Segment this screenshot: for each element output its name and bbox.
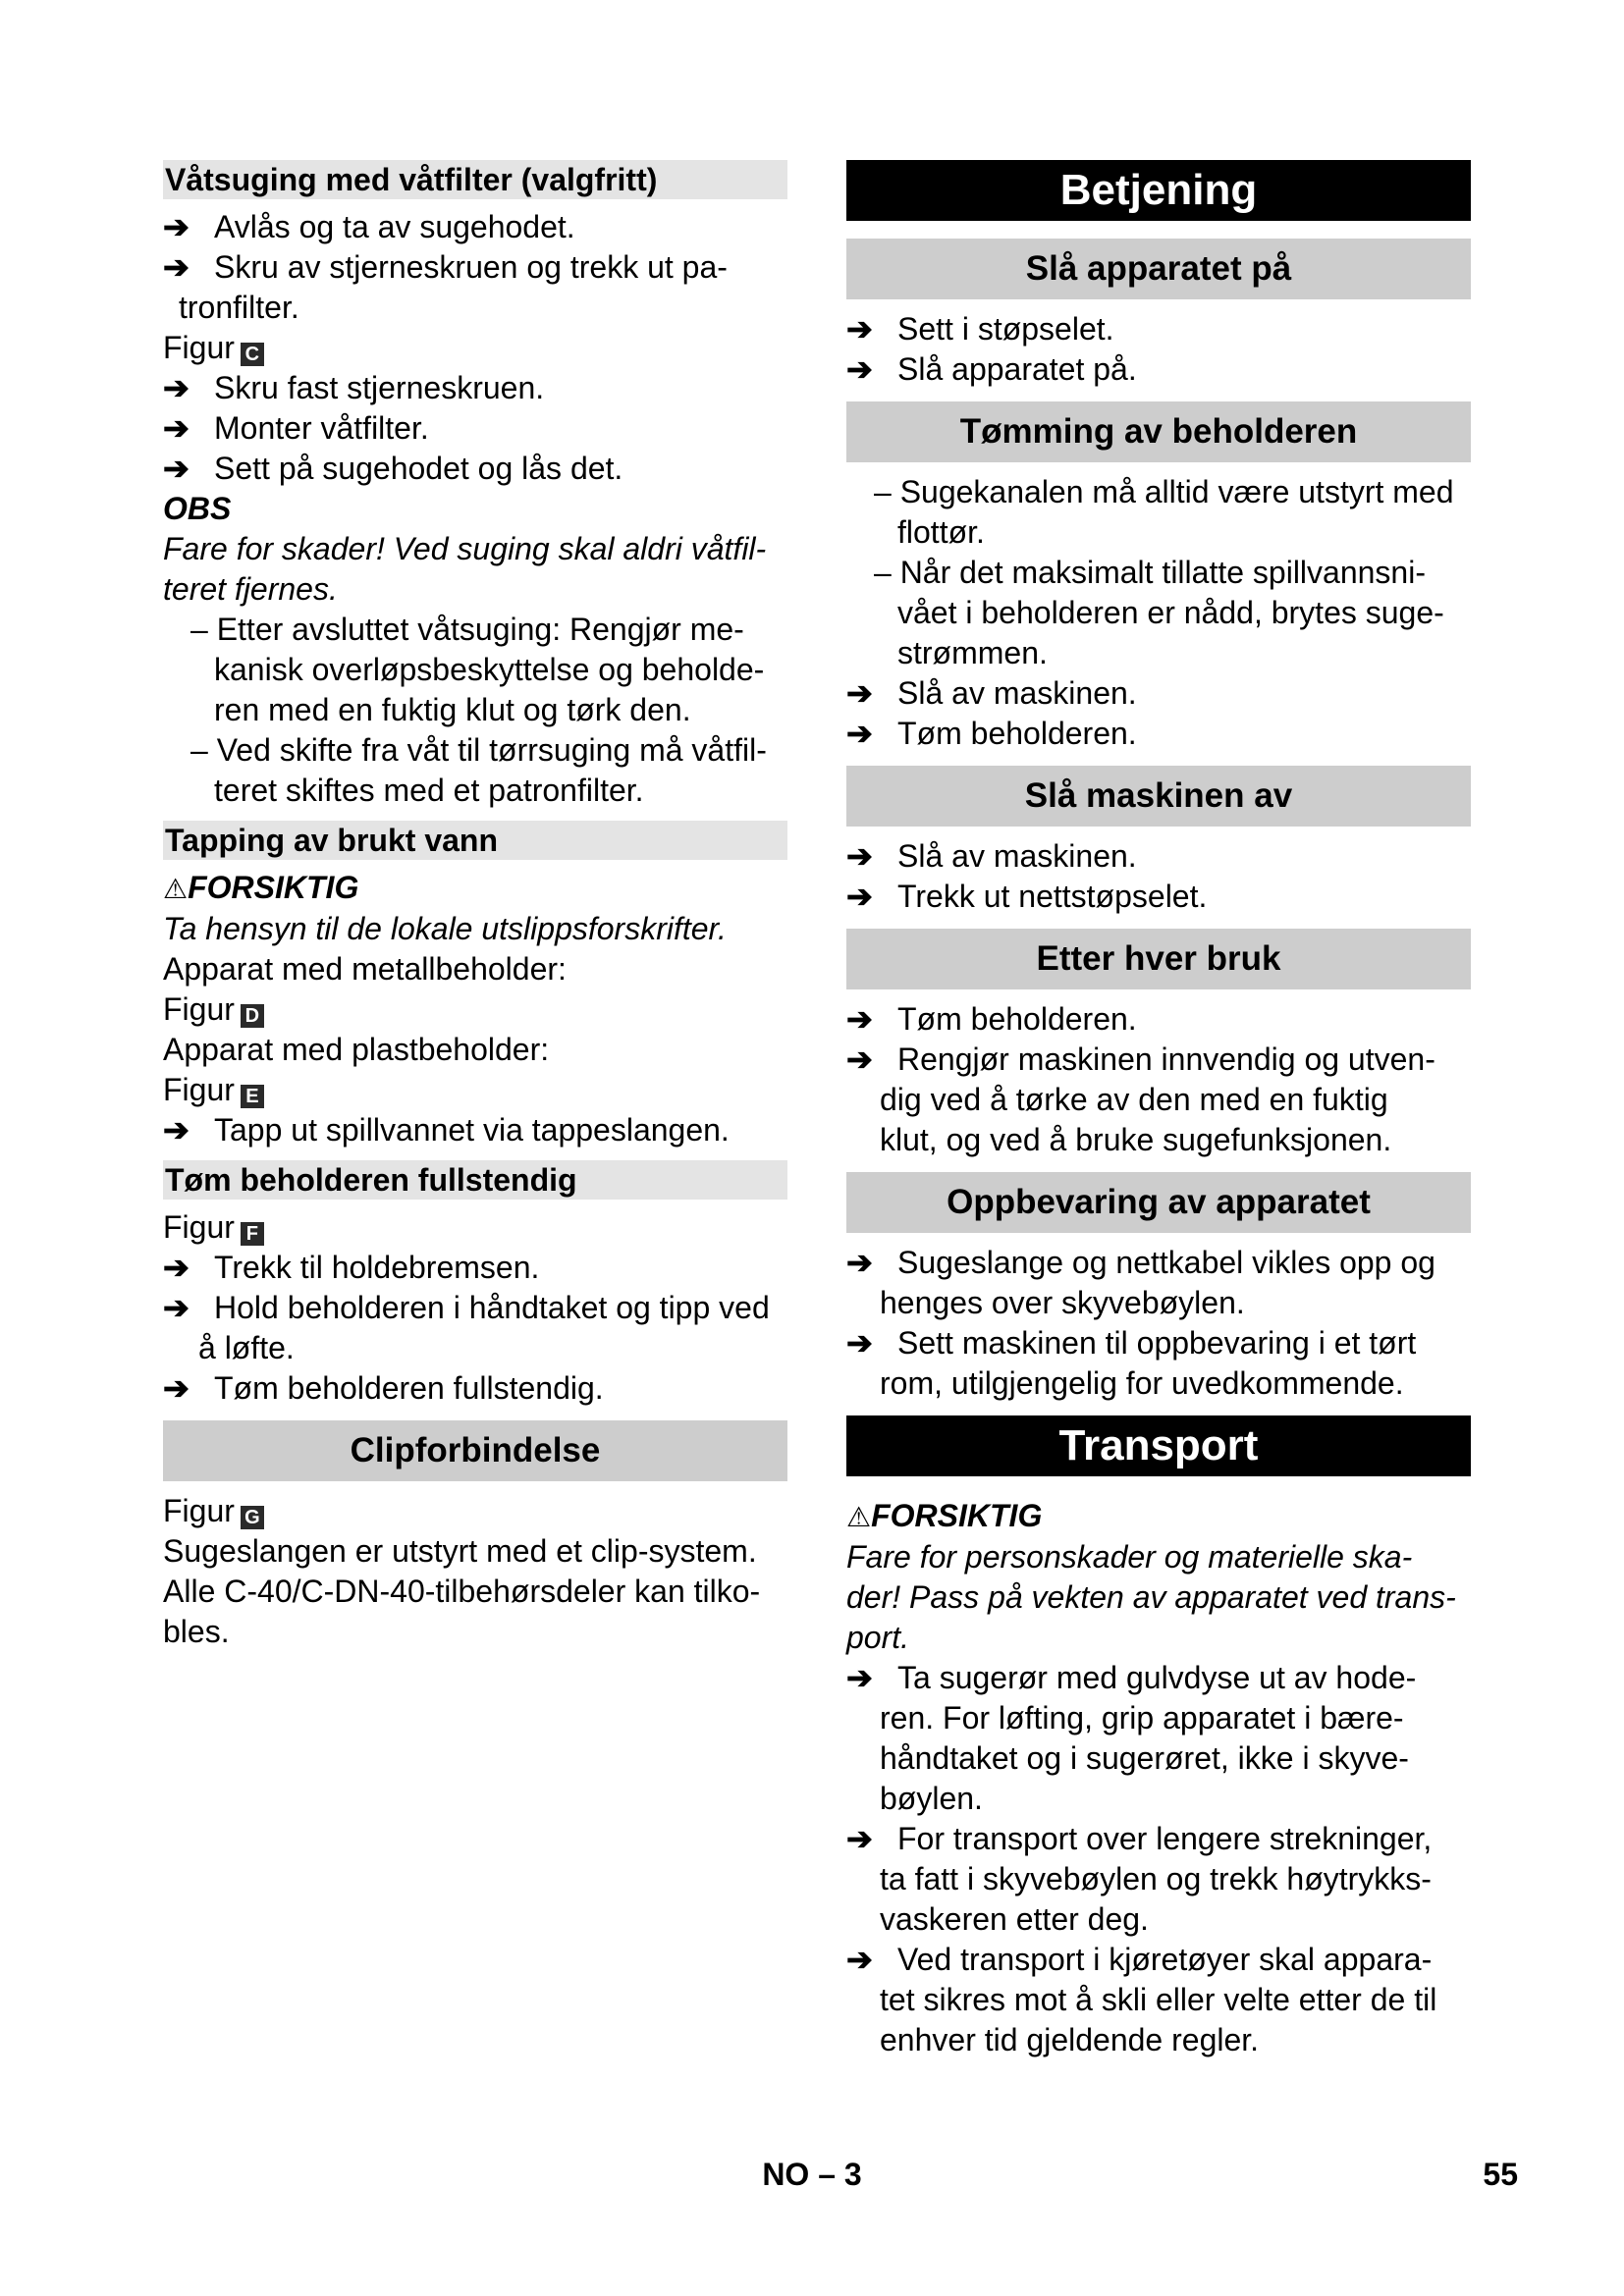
warning-icon: ⚠ — [163, 874, 189, 904]
figure-reference: Figur D — [163, 989, 787, 1030]
list-item: – Når det maksimalt tillatte spillvannsni- vået i beholderen er nådd, brytes suge- strømmen. — [874, 555, 1444, 670]
paragraph: Sugeslangen er utstyrt med et clip-system. — [163, 1533, 757, 1569]
arrow-icon: ➔ — [846, 1821, 873, 1856]
section-heading-emptying: Tømming av beholderen — [846, 401, 1471, 462]
list-item: ➔ Slå apparatet på. — [846, 349, 1471, 390]
list-item: ➔ Sett maskinen til oppbevaring i et tørt rom, utilgjengelig for uvedkommende. — [846, 1325, 1417, 1401]
list-item: ➔ Monter våtfilter. — [163, 408, 787, 449]
paragraph: Apparat med plastbeholder: — [163, 1032, 550, 1067]
section-heading-empty-container: Tøm beholderen fullstendig — [163, 1160, 787, 1200]
chapter-heading-transport: Transport — [846, 1415, 1471, 1476]
list-item: ➔ Skru fast stjerneskruen. — [163, 368, 787, 408]
arrow-icon: ➔ — [846, 351, 873, 387]
section-heading-drain: Tapping av brukt vann — [163, 821, 787, 860]
arrow-icon: ➔ — [846, 1041, 873, 1077]
list-item: ➔ Slå av maskinen. — [846, 836, 1471, 877]
list-item: ➔ Trekk til holdebremsen. — [163, 1248, 787, 1288]
caution-text: Ta hensyn til de lokale utslippsforskrifter. — [163, 911, 727, 946]
figure-c-icon: C — [241, 343, 264, 366]
list-item: ➔ Avlås og ta av sugehodet. — [163, 207, 787, 247]
list-item: ➔ Tøm beholderen. — [846, 714, 1471, 754]
arrow-icon: ➔ — [163, 249, 189, 285]
paragraph: Alle C-40/C-DN-40-tilbehørsdeler kan tilko- bles. — [163, 1574, 761, 1649]
section-heading-after-use: Etter hver bruk — [846, 929, 1471, 989]
list-item: ➔ Tøm beholderen. — [846, 999, 1471, 1040]
figure-reference: Figur F — [163, 1207, 787, 1248]
figure-g-icon: G — [241, 1506, 264, 1529]
arrow-icon: ➔ — [846, 311, 873, 347]
list-item: ➔ Trekk ut nettstøpselet. — [846, 877, 1471, 917]
arrow-icon: ➔ — [846, 675, 873, 711]
list-item: – Sugekanalen må alltid være utstyrt med flottør. — [874, 474, 1454, 550]
figure-reference: Figur E — [163, 1070, 787, 1110]
caution-label: ⚠FORSIKTIG — [846, 1498, 1043, 1533]
warning-icon: ⚠ — [846, 1502, 872, 1532]
figure-reference: Figur G — [163, 1491, 787, 1531]
arrow-icon: ➔ — [846, 1245, 873, 1280]
list-item: ➔ Sett på sugehodet og lås det. — [163, 449, 787, 489]
list-item: ➔ Hold beholderen i håndtaket og tipp ved å løfte. — [163, 1290, 770, 1365]
arrow-icon: ➔ — [846, 716, 873, 751]
list-item: – Etter avsluttet våtsuging: Rengjør me- kanisk overløpsbeskyttelse og beholde- ren med en fuktig klut og tørk den. — [190, 612, 765, 727]
section-heading-wet-vacuuming: Våtsuging med våtfilter (valgfritt) — [163, 160, 787, 199]
list-item: ➔ Ta sugerør med gulvdyse ut av hode- ren. For løfting, grip apparatet i bære- håndtaket og i sugerøret, ikke i skyve- bøylen. — [846, 1660, 1417, 1816]
list-item: ➔ Tapp ut spillvannet via tappeslangen. — [163, 1110, 787, 1150]
list-item: ➔ For transport over lengere strekninger, ta fatt i skyvebøylen og trekk høytrykks- vaskeren etter deg. — [846, 1821, 1433, 1937]
left-column — [163, 160, 787, 1652]
figure-e-icon: E — [241, 1085, 264, 1108]
arrow-icon: ➔ — [846, 838, 873, 874]
arrow-icon: ➔ — [846, 1325, 873, 1361]
arrow-icon: ➔ — [846, 879, 873, 914]
list-item: ➔ Sett i støpselet. — [846, 309, 1471, 349]
list-item: ➔ Slå av maskinen. — [846, 673, 1471, 714]
arrow-icon: ➔ — [163, 1112, 189, 1148]
figure-f-icon: F — [241, 1222, 264, 1246]
obs-text: Fare for skader! Ved suging skal aldri våtfil- teret fjernes. — [163, 531, 767, 607]
section-heading-switch-on: Slå apparatet på — [846, 239, 1471, 299]
list-item: ➔ Ved transport i kjøretøyer skal appara- tet sikres mot å skli eller velte etter de til enhver tid gjeldende regler. — [846, 1942, 1437, 2057]
right-column — [846, 160, 1471, 2060]
list-item: – Ved skifte fra våt til tørrsuging må våtfil- teret skiftes med et patronfilter. — [190, 732, 767, 808]
caution-label: ⚠FORSIKTIG — [163, 870, 359, 905]
arrow-icon: ➔ — [163, 370, 189, 405]
list-item: ➔ Skru av stjerneskruen og trekk ut pa- tronfilter. — [163, 249, 728, 325]
arrow-icon: ➔ — [163, 451, 189, 486]
arrow-icon: ➔ — [846, 1001, 873, 1037]
paragraph: Apparat med metallbeholder: — [163, 951, 567, 987]
section-heading-storage: Oppbevaring av apparatet — [846, 1172, 1471, 1233]
arrow-icon: ➔ — [163, 410, 189, 446]
footer-language-page: NO – 3 — [762, 2157, 862, 2192]
obs-label: OBS — [163, 491, 232, 526]
section-heading-clip: Clipforbindelse — [163, 1420, 787, 1481]
arrow-icon: ➔ — [163, 1290, 189, 1325]
figure-d-icon: D — [241, 1004, 264, 1028]
caution-text: Fare for personskader og materielle ska- der! Pass på vekten av apparatet ved trans- port. — [846, 1539, 1456, 1655]
arrow-icon: ➔ — [846, 1660, 873, 1695]
arrow-icon: ➔ — [163, 209, 189, 244]
section-heading-switch-off: Slå maskinen av — [846, 766, 1471, 827]
arrow-icon: ➔ — [163, 1370, 189, 1406]
figure-reference: Figur C — [163, 328, 787, 368]
page-number: 55 — [1483, 2157, 1518, 2192]
list-item: ➔ Tøm beholderen fullstendig. — [163, 1368, 787, 1409]
arrow-icon: ➔ — [163, 1250, 189, 1285]
list-item: ➔ Rengjør maskinen innvendig og utven- dig ved å tørke av den med en fuktig klut, og ved å bruke sugefunksjonen. — [846, 1041, 1435, 1157]
list-item: ➔ Sugeslange og nettkabel vikles opp og henges over skyvebøylen. — [846, 1245, 1435, 1320]
chapter-heading-operation: Betjening — [846, 160, 1471, 221]
arrow-icon: ➔ — [846, 1942, 873, 1977]
